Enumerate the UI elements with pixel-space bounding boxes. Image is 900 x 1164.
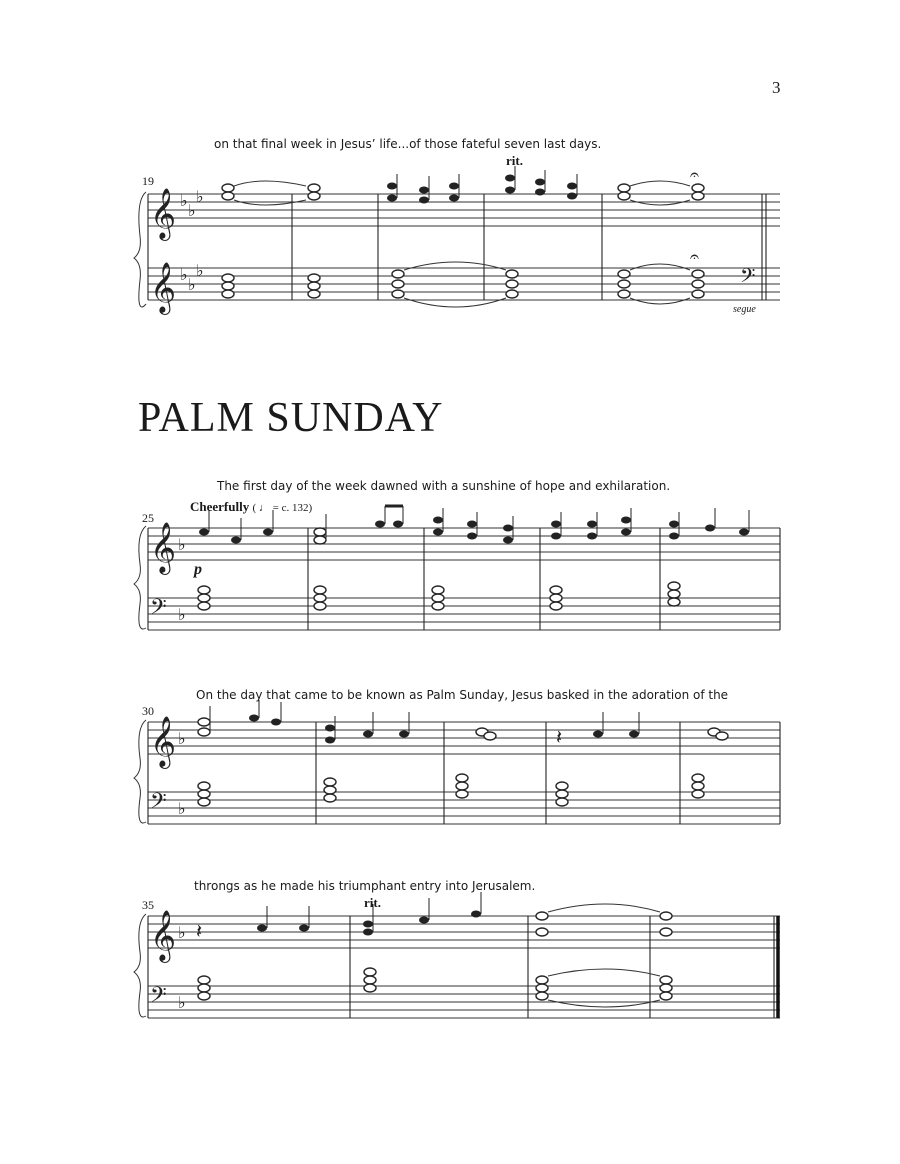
- bass-clef-icon: 𝄢: [150, 983, 167, 1013]
- bass-clef-icon: 𝄢: [740, 264, 756, 292]
- piece-title: PALM SUNDAY: [138, 395, 444, 441]
- measure-number-30: 30: [142, 704, 154, 718]
- treble-clef-icon: 𝄞: [150, 716, 177, 767]
- brace: [134, 720, 146, 823]
- tempo-word: Cheerfully: [190, 499, 250, 514]
- flat-icon: ♭: [196, 261, 204, 280]
- rit-marking-1: rit.: [506, 153, 523, 168]
- flat-icon: ♭: [178, 729, 186, 748]
- flat-icon: ♭: [178, 799, 186, 818]
- bass-clef-icon: 𝄢: [150, 789, 167, 819]
- measure-number-25: 25: [142, 511, 154, 525]
- treble-staff: [148, 194, 780, 226]
- brace: [134, 914, 146, 1017]
- flat-icon: ♭: [188, 275, 196, 294]
- treble-clef-icon: 𝄞: [150, 262, 177, 313]
- rest-icon: 𝄽: [196, 919, 203, 943]
- treble-clef-icon: 𝄞: [150, 910, 177, 961]
- metronome-mark: ( ♩ = c. 132): [252, 502, 313, 514]
- brace: [134, 192, 146, 307]
- rest-icon: 𝄽: [556, 725, 563, 749]
- measure-number-19: 19: [142, 174, 154, 188]
- bass-clef-icon: 𝄢: [150, 595, 167, 625]
- narration-text-4: throngs as he made his triumphant entry into Jerusalem.: [194, 879, 536, 893]
- flat-icon: ♭: [178, 535, 186, 554]
- quarter-chords-m22: [505, 166, 577, 200]
- music-system-2: [0, 510, 900, 640]
- music-system-4: [0, 900, 900, 1030]
- narration-text-1: on that final week in Jesus’ life...of those fateful seven last days.: [214, 137, 602, 151]
- flat-icon: ♭: [180, 191, 188, 210]
- music-system-3: [0, 706, 900, 836]
- rit-marking-2: rit.: [364, 895, 381, 910]
- quarter-chords-m21: [387, 174, 459, 204]
- flat-icon: ♭: [180, 265, 188, 284]
- flat-icon: ♭: [196, 187, 204, 206]
- fermata-icon: 𝄐: [690, 247, 699, 266]
- measure-number-35: 35: [142, 898, 154, 912]
- treble-staff-lower: [148, 268, 780, 300]
- segue-marking: segue: [733, 304, 756, 315]
- flat-icon: ♭: [178, 923, 186, 942]
- page-number: 3: [772, 78, 781, 97]
- fermata-icon: 𝄐: [690, 165, 699, 184]
- brace: [134, 526, 146, 629]
- dynamic-piano: p: [194, 561, 202, 578]
- narration-text-2: The first day of the week dawned with a sunshine of hope and exhilaration.: [217, 479, 671, 493]
- treble-clef-icon: 𝄞: [150, 522, 177, 573]
- music-system-1: [0, 165, 900, 320]
- narration-text-3: On the day that came to be known as Palm Sunday, Jesus basked in the adoration of the: [196, 688, 729, 702]
- treble-clef-icon: 𝄞: [150, 188, 177, 239]
- flat-icon: ♭: [178, 993, 186, 1012]
- flat-icon: ♭: [178, 605, 186, 624]
- flat-icon: ♭: [188, 201, 196, 220]
